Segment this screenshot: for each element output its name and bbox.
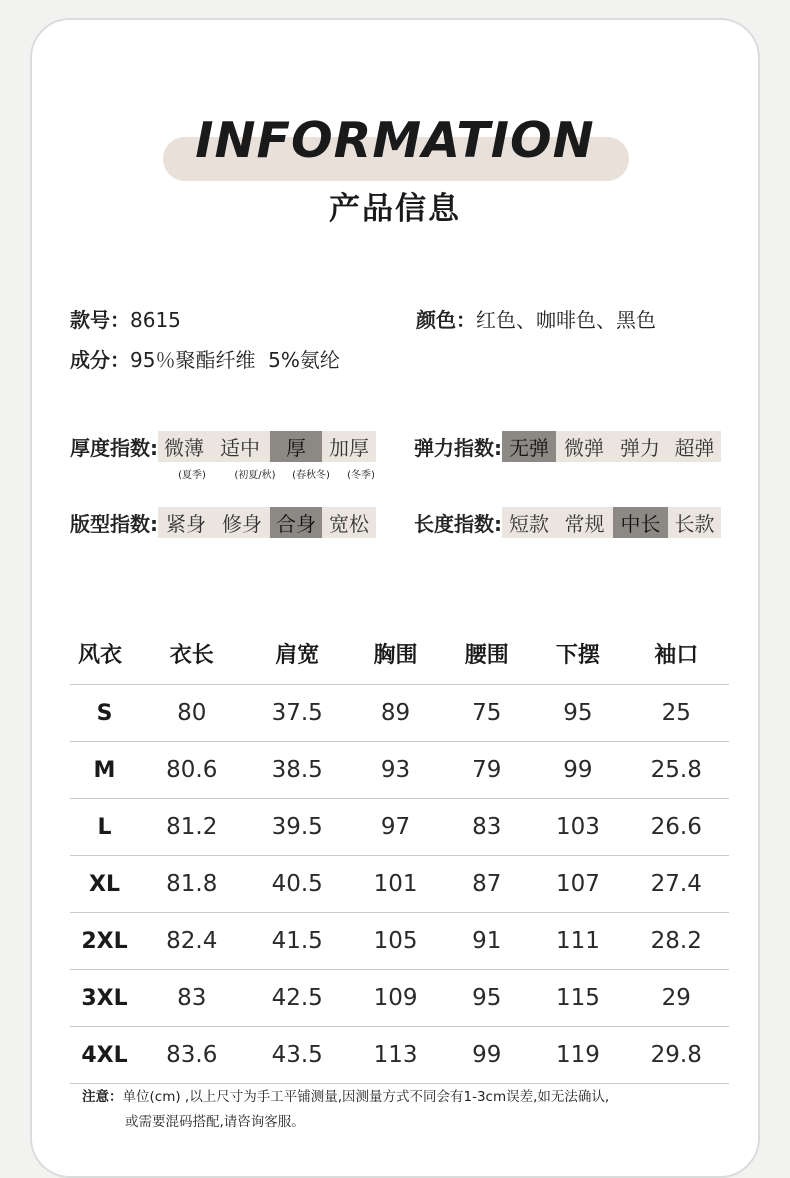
length-options: [502, 507, 721, 538]
table-cell: 39.5: [244, 799, 349, 856]
thickness-sub: (夏季): [178, 470, 206, 481]
table-cell: 82.4: [139, 913, 244, 970]
thickness-index: [70, 429, 376, 463]
header-cell: 风衣: [78, 642, 123, 668]
header-cell: 下摆: [555, 642, 600, 668]
style-number: [70, 304, 181, 333]
title-chinese: 产品信息: [329, 191, 461, 227]
elasticity-option-selected: 无弹: [502, 431, 556, 462]
table-cell: 83: [139, 970, 244, 1027]
table-cell: 97: [350, 799, 441, 856]
size-cell: S: [70, 685, 139, 742]
table-cell: 99: [441, 1027, 532, 1084]
table-cell: 95: [441, 970, 532, 1027]
color-info: [416, 304, 656, 333]
composition: [70, 344, 340, 373]
table-cell: 83.6: [139, 1027, 244, 1084]
fit-options: [158, 507, 376, 538]
table-row: [70, 856, 729, 913]
thickness-sub: (冬季): [347, 470, 375, 481]
length-label: 长度指数:: [414, 511, 502, 536]
elasticity-option: 微弹: [564, 435, 604, 460]
table-row: [70, 742, 729, 799]
header-cell: 腰围: [464, 642, 509, 668]
table-cell: 80: [139, 685, 244, 742]
thickness-option: 加厚: [329, 435, 369, 460]
elasticity-option: 弹力: [620, 435, 660, 460]
table-cell: 99: [532, 742, 623, 799]
table-cell: 111: [532, 913, 623, 970]
table-cell: 25: [624, 685, 730, 742]
table-cell: 29: [624, 970, 730, 1027]
note-label: 注意：: [82, 1089, 123, 1105]
thickness-option: 微薄: [164, 435, 204, 460]
elasticity-options: [502, 431, 721, 462]
title-english: INFORMATION: [195, 112, 595, 169]
table-cell: 42.5: [244, 970, 349, 1027]
table-cell: 103: [532, 799, 623, 856]
table-cell: 87: [441, 856, 532, 913]
style-number-label: 款号：: [70, 308, 130, 332]
table-cell: 38.5: [244, 742, 349, 799]
table-row: [70, 970, 729, 1027]
note-line-1: [82, 1085, 609, 1105]
table-cell: 81.8: [139, 856, 244, 913]
note-text-2: 或需要混码搭配,请咨询客服。: [125, 1114, 305, 1130]
table-cell: 105: [350, 913, 441, 970]
table-cell: 28.2: [624, 913, 730, 970]
thickness-options: [158, 431, 376, 462]
fit-option-selected: 合身: [270, 507, 322, 538]
table-row: [70, 913, 729, 970]
table-cell: 43.5: [244, 1027, 349, 1084]
table-cell: 75: [441, 685, 532, 742]
table-cell: 41.5: [244, 913, 349, 970]
table-cell: 89: [350, 685, 441, 742]
fit-label: 版型指数:: [70, 511, 158, 536]
fit-option: 宽松: [329, 511, 369, 536]
table-cell: 107: [532, 856, 623, 913]
table-cell: 83: [441, 799, 532, 856]
elasticity-index: [414, 429, 721, 463]
size-cell: L: [70, 799, 139, 856]
header-cell: 胸围: [373, 642, 418, 668]
size-cell: M: [70, 742, 139, 799]
length-option: 常规: [564, 511, 605, 536]
table-cell: 109: [350, 970, 441, 1027]
thickness-option-selected: 厚: [270, 431, 322, 462]
note-line-2: [125, 1110, 305, 1130]
table-cell: 95: [532, 685, 623, 742]
thickness-sub: (春秋冬): [292, 470, 330, 481]
table-cell: 25.8: [624, 742, 730, 799]
length-index: [414, 505, 721, 539]
elasticity-option: 超弹: [674, 435, 715, 460]
table-cell: 29.8: [624, 1027, 730, 1084]
fit-option: 紧身: [166, 511, 206, 536]
elasticity-label: 弹力指数:: [414, 435, 502, 460]
size-table-header: [70, 622, 729, 685]
size-cell: 2XL: [70, 913, 139, 970]
table-cell: 40.5: [244, 856, 349, 913]
length-option-selected: 中长: [613, 507, 668, 538]
table-cell: 80.6: [139, 742, 244, 799]
table-cell: 119: [532, 1027, 623, 1084]
table-row: [70, 1027, 729, 1084]
size-cell: XL: [70, 856, 139, 913]
thickness-sub: (初夏/秋): [234, 470, 276, 481]
length-option: 短款: [509, 511, 549, 536]
header-cell: 肩宽: [275, 642, 320, 668]
table-cell: 113: [350, 1027, 441, 1084]
table-row: [70, 799, 729, 856]
size-cell: 3XL: [70, 970, 139, 1027]
style-number-value: 8615: [130, 308, 181, 332]
length-option: 长款: [674, 511, 715, 536]
thickness-option: 适中: [220, 435, 260, 460]
color-value: 红色、咖啡色、黑色: [476, 308, 656, 332]
table-cell: 37.5: [244, 685, 349, 742]
thickness-label: 厚度指数:: [70, 435, 158, 460]
size-cell: 4XL: [70, 1027, 139, 1084]
table-cell: 101: [350, 856, 441, 913]
table-cell: 93: [350, 742, 441, 799]
color-label: 颜色：: [416, 308, 476, 332]
size-table: [70, 622, 729, 1084]
table-cell: 91: [441, 913, 532, 970]
table-cell: 26.6: [624, 799, 730, 856]
fit-index: [70, 505, 376, 539]
table-cell: 27.4: [624, 856, 730, 913]
header-cell: 袖口: [654, 642, 699, 668]
header-cell: 衣长: [169, 642, 214, 668]
table-row: [70, 685, 729, 742]
table-cell: 115: [532, 970, 623, 1027]
fit-option: 修身: [222, 511, 262, 536]
composition-value: 95％聚酯纤维 5%氨纶: [130, 348, 340, 372]
note-text-1: 单位(cm) ,以上尺寸为手工平铺测量,因测量方式不同会有1-3cm误差,如无法确认,: [122, 1089, 610, 1105]
table-cell: 79: [441, 742, 532, 799]
table-cell: 81.2: [139, 799, 244, 856]
composition-label: 成分：: [70, 348, 130, 372]
